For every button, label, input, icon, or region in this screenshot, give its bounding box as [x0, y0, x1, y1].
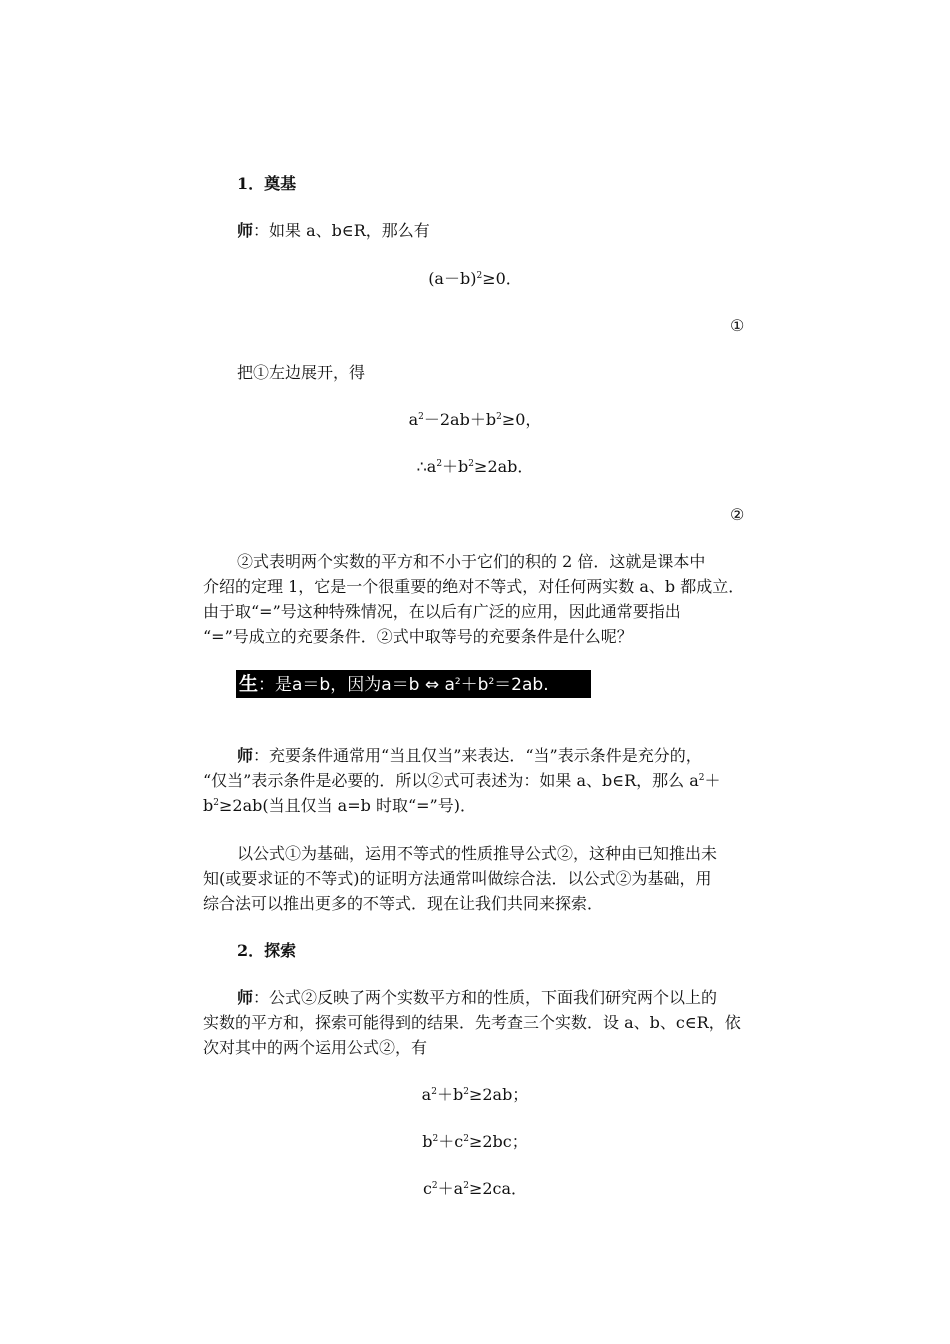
inequality-3: $c^2+a^2\ge 2ca$． — [422, 1179, 528, 1198]
equation-2: $a^2-2ab+b^2\ge 0$， — [408, 410, 542, 429]
speaker-label: 师 — [237, 221, 254, 240]
inequality-1: $a^2+b^2\ge 2ab$； — [421, 1085, 529, 1104]
section-heading-1: 1．奠基 — [237, 174, 297, 193]
equation-marker-2: ② — [730, 505, 745, 524]
teacher-paragraph-1 — [237, 220, 430, 242]
paragraph-line: 综合法可以推出更多的不等式．现在让我们共同来探索． — [203, 894, 604, 913]
speaker-label: 生 — [239, 673, 259, 695]
speaker-label: 师 — [237, 988, 254, 1007]
speaker-label: 师 — [237, 746, 254, 765]
paragraph-line: 知(或要求证的不等式)的证明方法通常叫做综合法．以公式②为基础，用 — [203, 869, 712, 888]
student-answer-highlight: 生：是a＝b，因为a＝b ⇔ $a^2+b^2=2ab$. — [236, 670, 591, 698]
paragraph-line: 实数的平方和，探索可能得到的结果．先考查三个实数．设 a、b、c∈R，依 — [203, 1013, 741, 1032]
teacher-paragraph-5: 师：公式②反映了两个实数平方和的性质，下面我们研究两个以上的 — [237, 988, 718, 1007]
paragraph-text: ：如果 a、b∈R，那么有 — [253, 221, 430, 240]
teacher-paragraph-3: 师：充要条件通常用“当且仅当”来表达．“当”表示条件是充分的， — [237, 746, 702, 765]
equation-marker-1: ① — [730, 316, 745, 335]
equation-3: $\therefore a^2+b^2\ge 2ab$． — [416, 457, 534, 476]
paragraph-line: ②式表明两个实数的平方和不小于它们的积的 2 倍．这就是课本中 — [237, 552, 706, 571]
paragraph-line: 由于取“=”号这种特殊情况，在以后有广泛的应用，因此通常要指出 — [203, 602, 681, 621]
paragraph-line: 介绍的定理 1，它是一个很重要的绝对不等式，对任何两实数 a、b 都成立． — [203, 577, 745, 596]
paragraph-expand: 把①左边展开，得 — [237, 363, 366, 382]
equation-1: $(a-b)^2\ge 0$． — [428, 269, 522, 288]
paragraph-line: 次对其中的两个运用公式②，有 — [203, 1038, 428, 1057]
inequality-2: $b^2+c^2\ge 2bc$； — [422, 1132, 528, 1151]
section-heading-2: 2．探索 — [237, 941, 297, 960]
paragraph-line: “=”号成立的充要条件．②式中取等号的充要条件是什么呢？ — [203, 627, 633, 646]
paragraph-line: 以公式①为基础，运用不等式的性质推导公式②，这种由已知推出未 — [237, 844, 718, 863]
paragraph-line: “仅当”表示条件是必要的．所以②式可表述为：如果 a、b∈R，那么 $a^2+$ — [203, 771, 721, 790]
paragraph-line: $b^2\ge 2ab$(当且仅当 a=b 时取“=”号)． — [203, 796, 476, 815]
